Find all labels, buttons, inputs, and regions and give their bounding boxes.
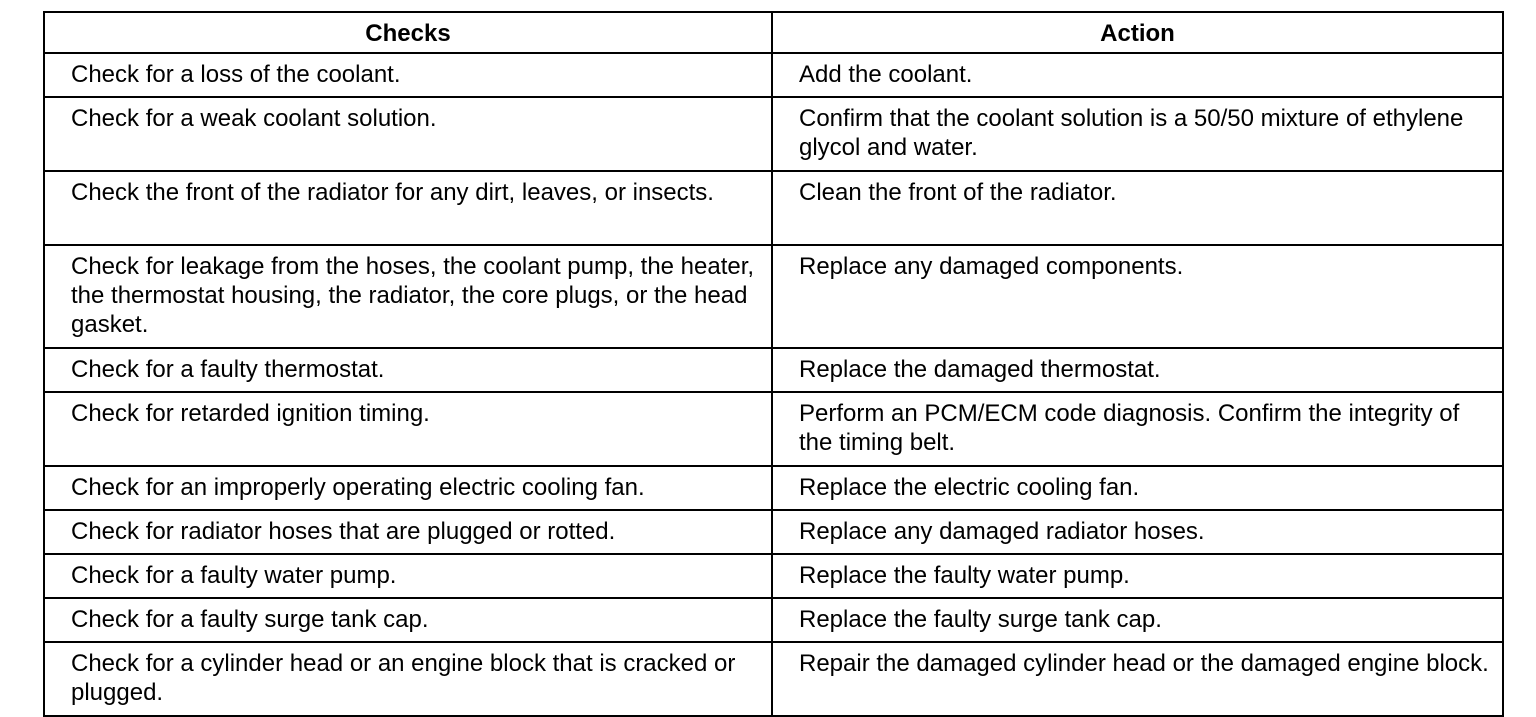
action-cell: Replace the damaged thermostat. <box>772 348 1503 392</box>
action-cell: Clean the front of the radiator. <box>772 171 1503 245</box>
table-row <box>44 554 1503 598</box>
table-header <box>44 12 1503 53</box>
check-cell: Check for a cylinder head or an engine block that is cracked or plugged. <box>44 642 772 716</box>
table-body <box>44 53 1503 716</box>
action-cell: Replace any damaged components. <box>772 245 1503 348</box>
action-cell: Add the coolant. <box>772 53 1503 97</box>
check-cell: Check the front of the radiator for any dirt, leaves, or insects. <box>44 171 772 245</box>
action-cell: Replace the faulty surge tank cap. <box>772 598 1503 642</box>
check-cell: Check for radiator hoses that are plugged or rotted. <box>44 510 772 554</box>
check-cell: Check for a faulty thermostat. <box>44 348 772 392</box>
table-row <box>44 598 1503 642</box>
action-cell: Replace the electric cooling fan. <box>772 466 1503 510</box>
table-row <box>44 642 1503 716</box>
check-cell: Check for a faulty surge tank cap. <box>44 598 772 642</box>
action-cell: Confirm that the coolant solution is a 50/50 mixture of ethylene glycol and water. <box>772 97 1503 171</box>
table-row <box>44 348 1503 392</box>
action-cell: Replace the faulty water pump. <box>772 554 1503 598</box>
check-cell: Check for a faulty water pump. <box>44 554 772 598</box>
checks-action-table <box>43 11 1504 717</box>
table-row <box>44 245 1503 348</box>
table-row <box>44 466 1503 510</box>
check-cell: Check for an improperly operating electric cooling fan. <box>44 466 772 510</box>
action-cell: Replace any damaged radiator hoses. <box>772 510 1503 554</box>
table-row <box>44 97 1503 171</box>
table-row <box>44 53 1503 97</box>
table-row <box>44 171 1503 245</box>
header-row <box>44 12 1503 53</box>
check-cell: Check for a loss of the coolant. <box>44 53 772 97</box>
check-cell: Check for a weak coolant solution. <box>44 97 772 171</box>
table-row <box>44 510 1503 554</box>
header-action: Action <box>772 12 1503 53</box>
check-cell: Check for retarded ignition timing. <box>44 392 772 466</box>
table-row <box>44 392 1503 466</box>
action-cell: Repair the damaged cylinder head or the damaged engine block. <box>772 642 1503 716</box>
header-checks: Checks <box>44 12 772 53</box>
action-cell: Perform an PCM/ECM code diagnosis. Confirm the integrity of the timing belt. <box>772 392 1503 466</box>
check-cell: Check for leakage from the hoses, the coolant pump, the heater, the thermostat housing, the radiator, the core plugs, or the head gasket. <box>44 245 772 348</box>
